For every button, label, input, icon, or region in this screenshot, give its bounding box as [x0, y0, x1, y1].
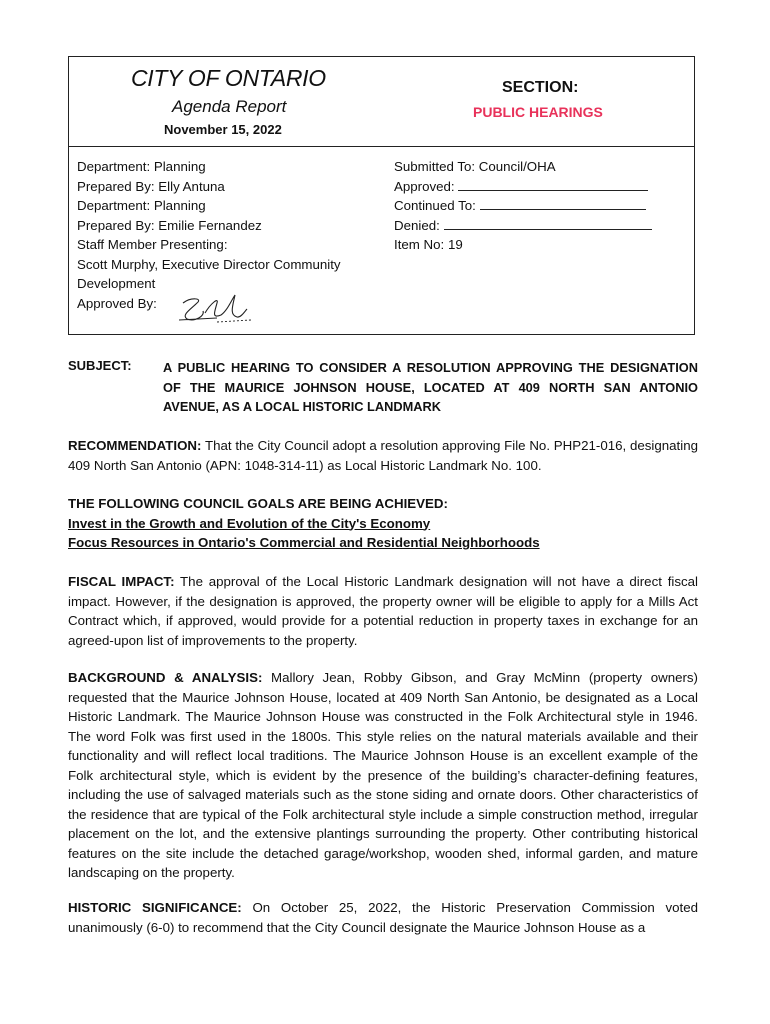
subject-label: SUBJECT: — [68, 358, 132, 373]
denied-label: Denied: — [394, 217, 440, 233]
approved-label: Approved: — [394, 178, 455, 194]
header-divider — [69, 146, 694, 147]
denied-blank — [444, 217, 652, 230]
fiscal-impact-text: The approval of the Local Historic Landmark designation will not have a direct fiscal impact. However, if the designation is approved, the property owner will be eligible to apply for a Mills Act Contract which, if approved, would provide for a potential reduction in property taxes in exchange for an agreed-upon list of improvements to the property. — [68, 574, 699, 648]
report-type: Agenda Report — [172, 97, 287, 116]
continued-to-label: Continued To: — [394, 198, 476, 213]
subject-text: A PUBLIC HEARING TO CONSIDER A RESOLUTION APPROVING THE DESIGNATION OF THE MAURICE JOHNSON HOUSE, LOCATED AT 409 NORTH SAN ANTONIO AVENUE, AS A LOCAL HISTORIC LANDMARK — [163, 360, 698, 414]
historic-significance-label: HISTORIC SIGNIFICANCE: — [68, 900, 242, 915]
denied-line — [394, 216, 684, 236]
recommendation-text: That the City Council adopt a resolution approving File No. PHP21-016, designating 409 North San Antonio (APN: 1048-314-11) as Local Historic Landmark No. 100. — [68, 438, 698, 473]
staff-presenting-name: Scott Murphy, Executive Director Community — [77, 256, 341, 272]
background-paragraph — [68, 668, 698, 883]
continued-to-blank — [480, 197, 646, 210]
item-number: Item No: 19 — [394, 237, 463, 252]
historic-significance-text: On October 25, 2022, the Historic Preservation Commission voted unanimously (6-0) to recommend that the City Council designate the Maurice Johnson House as a — [68, 900, 698, 935]
department-1: Department: Planning — [77, 159, 206, 174]
city-title: CITY OF ONTARIO — [131, 65, 326, 91]
submitted-to: Submitted To: Council/OHA — [394, 159, 556, 174]
approved-line — [394, 177, 684, 197]
historic-significance-paragraph — [68, 898, 698, 937]
approval-info — [394, 157, 684, 255]
background-label: BACKGROUND & ANALYSIS: — [68, 670, 263, 685]
goal-1: Invest in the Growth and Evolution of the City's Economy — [68, 515, 431, 531]
staff-presenting-label: Staff Member Presenting: — [77, 237, 228, 252]
council-goals — [68, 494, 698, 553]
section-label: SECTION: — [502, 79, 579, 96]
section-value: PUBLIC HEARINGS — [473, 104, 603, 120]
background-text: Mallory Jean, Robby Gibson, and Gray McMinn (property owners) requested that the Maurice Johnson House, located at 409 North San Antonio, be designated as a Local Historic Landmark. The Maurice Johnson House was constructed in the Folk Architectural style in 1946. The word Folk was first used in the 1800s. This style relies on the natural materials available and their functionality and will reflect local traditions. The Maurice Johnson House is an excellent example of the Folk architectural style, which is evident by the presence of the building’s character-defining features, including the use of salvaged materials such as the stone siding and ornate doors. Other characteristics of the residence that are typical of the Folk architectural style include a simple construction method, irregular placement on the lot, and the extensive plantings surrounding the property. Other contributing historical features on the site include the detached garage/workshop, wooden shed, informal garden, and mature landscaping on the property. — [68, 670, 698, 880]
fiscal-impact-label: FISCAL IMPACT: — [68, 574, 175, 589]
department-2: Department: Planning — [77, 198, 206, 213]
goal-2: Focus Resources in Ontario's Commercial and Residential Neighborhoods — [68, 535, 540, 550]
fiscal-impact-paragraph — [68, 572, 698, 650]
report-date: November 15, 2022 — [164, 122, 282, 137]
prepared-by-1: Prepared By: Elly Antuna — [77, 178, 225, 194]
approved-by-label: Approved By: — [77, 295, 157, 311]
signature-image — [177, 289, 257, 329]
staff-presenting-dept: Development — [77, 276, 156, 291]
continued-to-line — [394, 196, 684, 216]
recommendation-paragraph — [68, 436, 698, 475]
recommendation-label: RECOMMENDATION: — [68, 438, 202, 453]
header-box — [68, 56, 695, 335]
approved-blank — [458, 178, 648, 191]
prepared-by-2: Prepared By: Emilie Fernandez — [77, 217, 262, 233]
goals-heading: THE FOLLOWING COUNCIL GOALS ARE BEING ACHIEVED: — [68, 496, 448, 511]
